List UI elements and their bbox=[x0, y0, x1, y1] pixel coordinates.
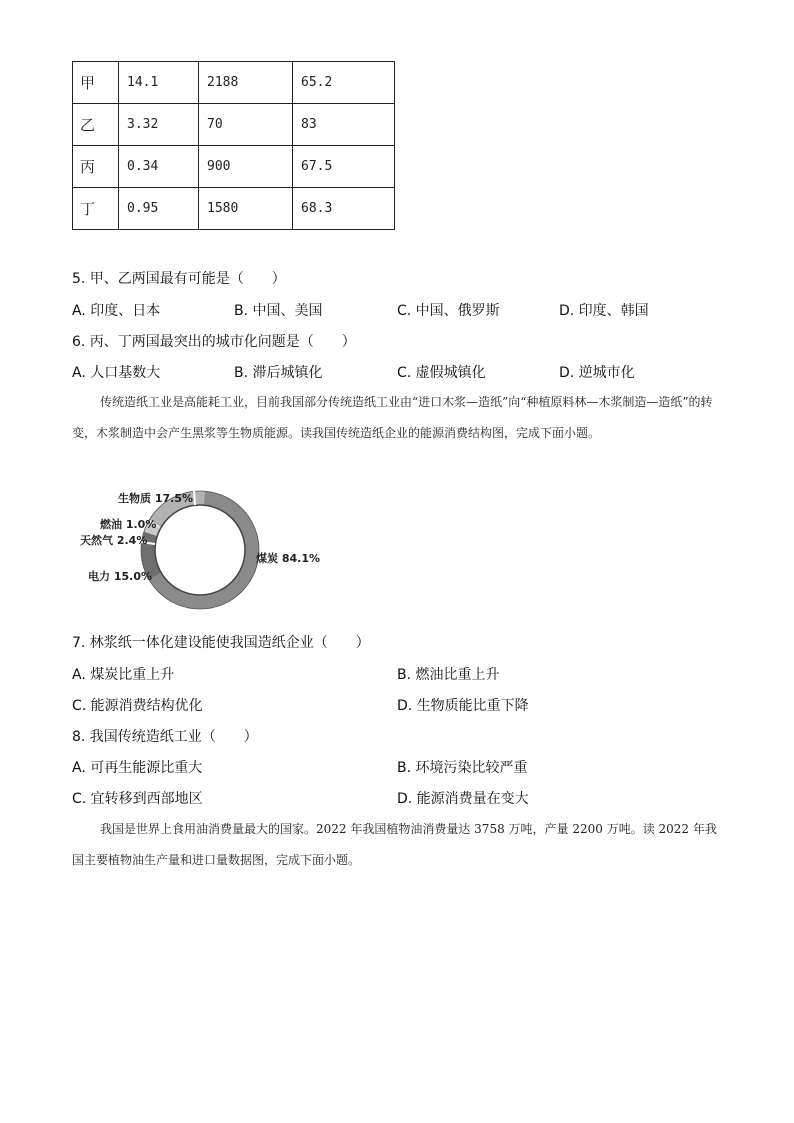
q8-option-a[interactable]: A. 可再生能源比重大 bbox=[72, 760, 203, 776]
label-fuel-oil: 燃油 1.0% bbox=[100, 518, 157, 531]
passage-vegetable-oil: 我国是世界上食用油消费量最大的国家。2022 年我国植物油消费量达 3758 万吨，产量 2200 万吨。读 2022 年我国主要植物油生产量和进口量数据图，完成下面小题。 bbox=[72, 822, 717, 867]
q7-option-c[interactable]: C. 能源消费结构优化 bbox=[72, 698, 203, 714]
q8-option-d[interactable]: D. 能源消费量在变大 bbox=[397, 791, 529, 807]
q5-option-d[interactable]: D. 印度、韩国 bbox=[559, 303, 649, 319]
table-cell: 65.2 bbox=[293, 62, 395, 104]
q8-option-b[interactable]: B. 环境污染比较严重 bbox=[397, 760, 528, 776]
table-row bbox=[73, 146, 395, 188]
question-7-stem: 7. 林浆纸一体化建设能使我国造纸企业（ ） bbox=[72, 635, 370, 651]
table-cell: 67.5 bbox=[293, 146, 395, 188]
table-cell: 2188 bbox=[199, 62, 293, 104]
q6-option-b[interactable]: B. 滞后城镇化 bbox=[234, 365, 323, 381]
q6-option-d[interactable]: D. 逆城市化 bbox=[559, 365, 635, 381]
table-row bbox=[73, 188, 395, 230]
question-6-stem: 6. 丙、丁两国最突出的城市化问题是（ ） bbox=[72, 334, 356, 350]
label-biomass: 生物质 17.5% bbox=[118, 492, 193, 505]
table-cell: 甲 bbox=[73, 62, 119, 104]
q7-option-d[interactable]: D. 生物质能比重下降 bbox=[397, 698, 529, 714]
q6-option-a[interactable]: A. 人口基数大 bbox=[72, 365, 161, 381]
country-data-table bbox=[72, 61, 395, 230]
table-row bbox=[73, 62, 395, 104]
table-cell: 900 bbox=[199, 146, 293, 188]
table-cell: 14.1 bbox=[119, 62, 199, 104]
q8-option-c[interactable]: C. 宜转移到西部地区 bbox=[72, 791, 203, 807]
table-cell: 1580 bbox=[199, 188, 293, 230]
q6-option-c[interactable]: C. 虚假城镇化 bbox=[397, 365, 486, 381]
ring-graphic bbox=[128, 486, 271, 616]
q5-option-a[interactable]: A. 印度、日本 bbox=[72, 303, 161, 319]
q5-option-c[interactable]: C. 中国、俄罗斯 bbox=[397, 303, 500, 319]
energy-consumption-ring-chart bbox=[78, 486, 338, 616]
label-electricity: 电力 15.0% bbox=[88, 570, 152, 583]
table-cell: 丁 bbox=[73, 188, 119, 230]
label-natural-gas: 天然气 2.4% bbox=[80, 534, 148, 547]
table-cell: 乙 bbox=[73, 104, 119, 146]
table-cell: 丙 bbox=[73, 146, 119, 188]
q7-option-a[interactable]: A. 煤炭比重上升 bbox=[72, 667, 175, 683]
q5-option-b[interactable]: B. 中国、美国 bbox=[234, 303, 323, 319]
table-cell: 83 bbox=[293, 104, 395, 146]
table-cell: 0.95 bbox=[119, 188, 199, 230]
label-coal: 煤炭 84.1% bbox=[256, 552, 320, 565]
table-cell: 3.32 bbox=[119, 104, 199, 146]
ring-inner-edge bbox=[155, 505, 245, 595]
table-row bbox=[73, 104, 395, 146]
table-cell: 70 bbox=[199, 104, 293, 146]
table-cell: 68.3 bbox=[293, 188, 395, 230]
ring-divider bbox=[194, 491, 195, 505]
passage-paper-industry: 传统造纸工业是高能耗工业，目前我国部分传统造纸工业由“进口木浆—造纸”向“种植原料林—木浆制造—造纸”的转变，木浆制造中会产生黑浆等生物质能源。读我国传统造纸企业的能源消费结构图，完成下面小题。 bbox=[72, 395, 713, 440]
table-cell: 0.34 bbox=[119, 146, 199, 188]
q7-option-b[interactable]: B. 燃油比重上升 bbox=[397, 667, 500, 683]
question-5-stem: 5. 甲、乙两国最有可能是（ ） bbox=[72, 271, 286, 287]
question-8-stem: 8. 我国传统造纸工业（ ） bbox=[72, 729, 258, 745]
